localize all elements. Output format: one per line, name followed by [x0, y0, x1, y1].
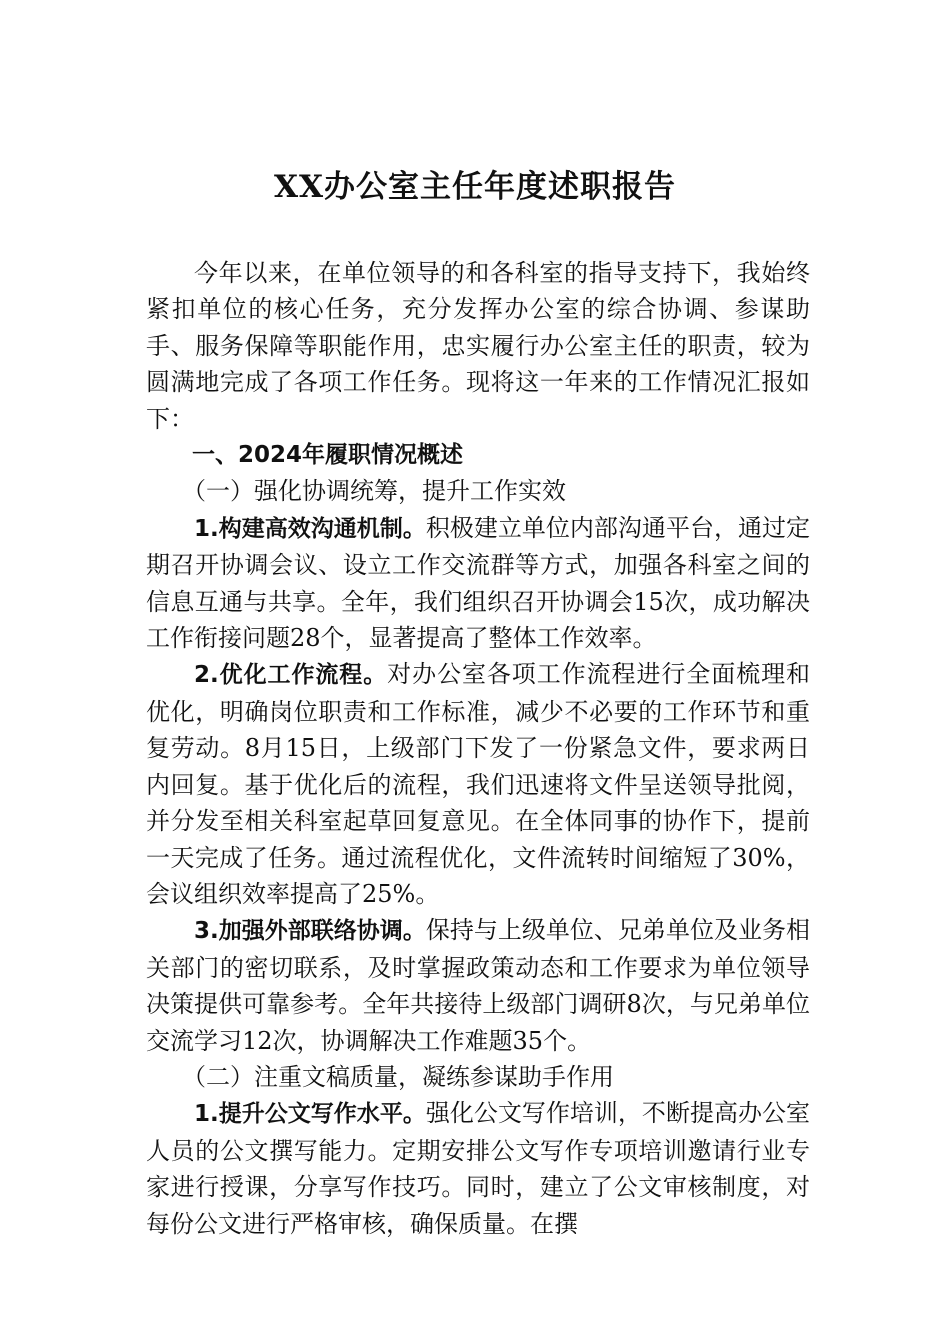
- paragraph-2-1: [146, 1095, 810, 1242]
- paragraph-1-2: [146, 656, 810, 912]
- paragraph-text: 强化公文写作培训，不断提高办公室人员的公文撰写能力。定期安排公文写作专项培训邀请行业专家进行授课，分享写作技巧。同时，建立了公文审核制度，对每份公文进行严格审核，确保质量。在撰: [146, 1099, 810, 1238]
- paragraph-lead: 1.提升公文写作水平。: [194, 1101, 426, 1128]
- paragraph-lead: 1.构建高效沟通机制。: [194, 515, 426, 542]
- paragraph-lead: 3.加强外部联络协调。: [194, 918, 426, 945]
- paragraph-1-3: [146, 912, 810, 1059]
- paragraph-text: 积极建立单位内部沟通平台，通过定期召开协调会议、设立工作交流群等方式，加强各科室之间的信息互通与共享。全年，我们组织召开协调会15次，成功解决工作衔接问题28个，显著提高了整体工作效率。: [146, 513, 810, 653]
- subsection-heading-2: （二）注重文稿质量，凝练参谋助手作用: [182, 1062, 614, 1091]
- paragraph-lead: 2.优化工作流程。: [194, 662, 388, 689]
- document-body: [146, 255, 810, 1242]
- section-heading-1: 一、2024年履职情况概述: [192, 442, 464, 469]
- paragraph-text: 保持与上级单位、兄弟单位及业务相关部门的密切联系，及时掌握政策动态和工作要求为单位领导决策提供可靠参考。全年共接待上级部门调研8次，与兄弟单位交流学习12次，协调解决工作难题35个。: [146, 916, 810, 1055]
- intro-paragraph: 今年以来，在单位领导的和各科室的指导支持下，我始终紧扣单位的核心任务，充分发挥办公室的综合协调、参谋助手、服务保障等职能作用，忠实履行办公室主任的职责，较为圆满地完成了各项工作任务。现将这一年来的工作情况汇报如下：: [146, 259, 810, 433]
- subsection-heading-1: （一）强化协调统筹，提升工作实效: [182, 477, 566, 506]
- paragraph-1-1: [146, 510, 810, 657]
- paragraph-text: 对办公室各项工作流程进行全面梳理和优化，明确岗位职责和工作标准，减少不必要的工作环节和重复劳动。8月15日，上级部门下发了一份紧急文件，要求两日内回复。基于优化后的流程，我们迅速将文件呈送领导批阅，并分发至相关科室起草回复意见。在全体同事的协作下，提前一天完成了任务。通过流程优化，文件流转时间缩短了30%，会议组织效率提高了25%。: [146, 660, 811, 908]
- document-title: XX办公室主任年度述职报告: [273, 169, 677, 205]
